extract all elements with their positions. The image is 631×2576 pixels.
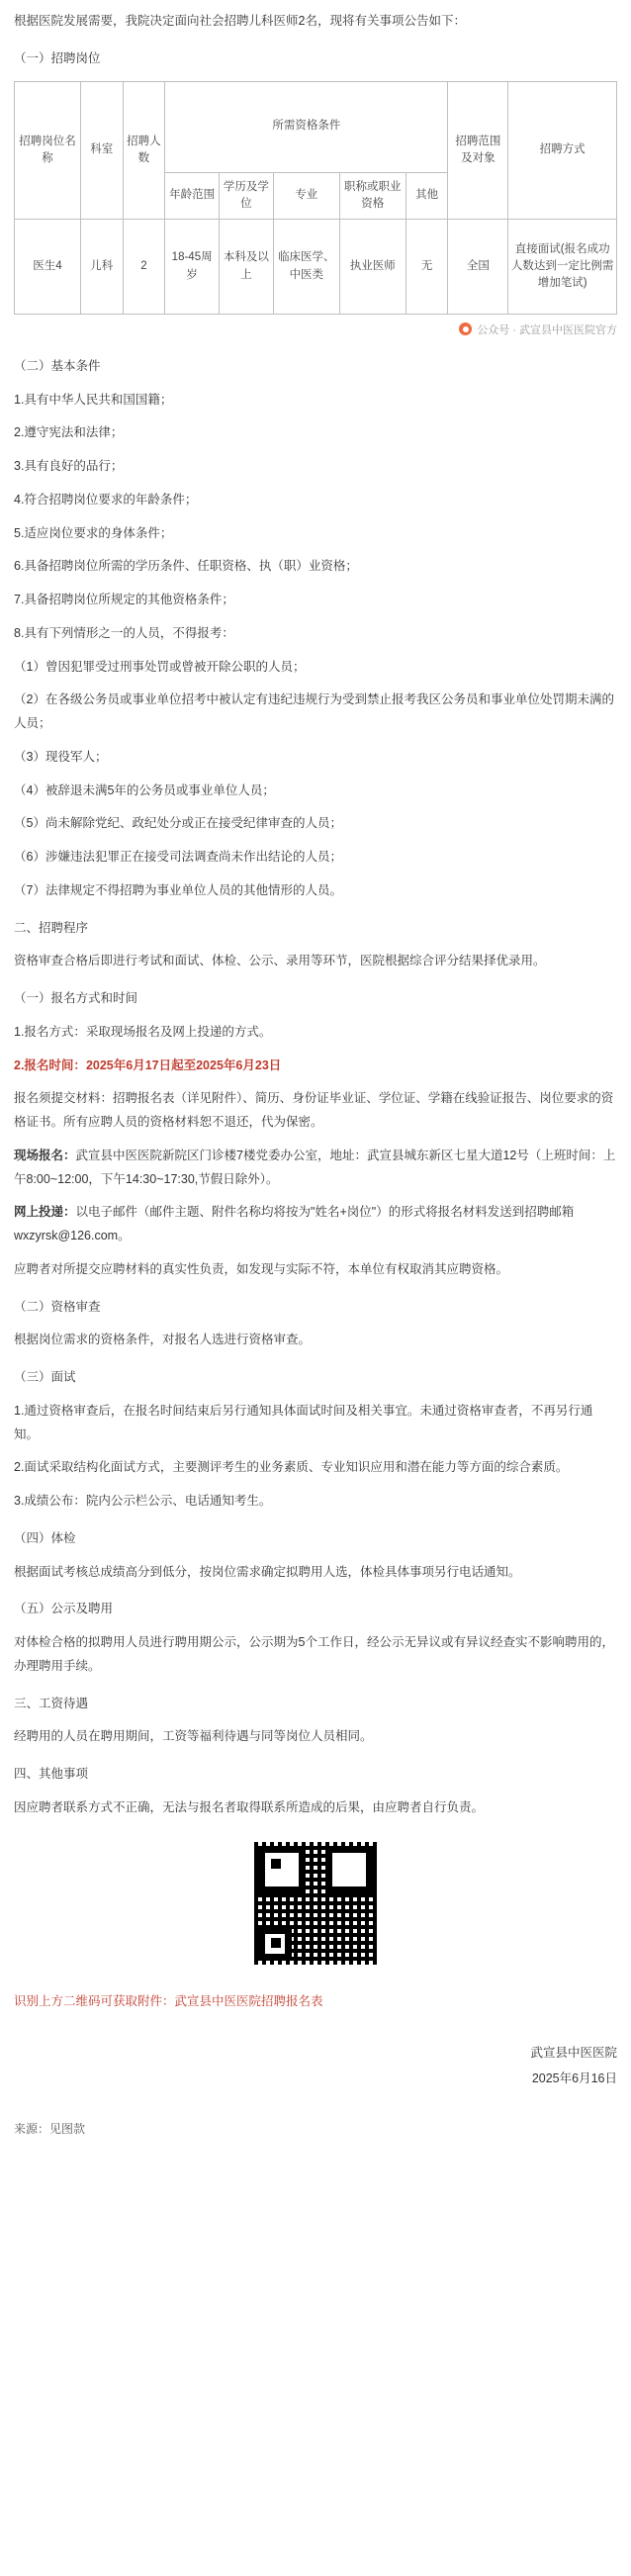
th-major: 专业 bbox=[273, 172, 339, 220]
cell-other: 无 bbox=[406, 220, 448, 315]
account-avatar-icon bbox=[459, 322, 472, 335]
list-item: （1）曾因犯罪受过刑事处罚或曾被开除公职的人员； bbox=[14, 659, 306, 674]
list-item: （6）涉嫌违法犯罪正在接受司法调查尚未作出结论的人员； bbox=[14, 850, 342, 865]
th-certificate: 职称或职业资格 bbox=[339, 172, 406, 220]
table-header-row bbox=[15, 81, 617, 172]
signature-org: 武宣县中医医院 bbox=[530, 2046, 617, 2061]
medical-text: 根据面试考核总成绩高分到低分，按岗位需求确定拟聘用人选，体检具体事项另行电话通知。 bbox=[14, 1564, 521, 1579]
section-salary-title: 三、工资待遇 bbox=[14, 1696, 89, 1710]
qr-core-tl bbox=[271, 1859, 281, 1869]
cell-major: 临床医学、中医类 bbox=[273, 220, 339, 315]
cell-age: 18-45周岁 bbox=[165, 220, 220, 315]
th-education: 学历及学位 bbox=[220, 172, 274, 220]
th-method: 招聘方式 bbox=[508, 81, 617, 220]
salary-text: 经聘用的人员在聘用期间，工资等福利待遇与同等岗位人员相同。 bbox=[14, 1729, 373, 1744]
onsite-label: 现场报名： bbox=[14, 1148, 76, 1162]
interview-item: 2.面试采取结构化面试方式，主要测评考生的业务素质、专业知识应用和潜在能力等方面的综合素质。 bbox=[14, 1460, 569, 1475]
publicity-text: 对体检合格的拟聘用人员进行聘用期公示，公示期为5个工作日，经公示无异议或有异议经查实不影响聘用的，办理聘用手续。 bbox=[14, 1635, 614, 1673]
list-item: （3）现役军人； bbox=[14, 749, 108, 764]
list-item: 6.具备招聘岗位所需的学历条件、任职资格、执（职）业资格； bbox=[14, 559, 358, 574]
online-label: 网上投递： bbox=[14, 1205, 76, 1220]
application-time-value: 2025年6月17日起至2025年6月23日 bbox=[85, 1058, 282, 1072]
other-text: 因应聘者联系方式不正确，无法与报名者取得联系所造成的后果，由应聘者自行负责。 bbox=[14, 1799, 485, 1814]
subsection-review-title: （二）资格审查 bbox=[14, 1299, 101, 1314]
list-item: 2.遵守宪法和法律； bbox=[14, 425, 124, 440]
list-item: 8.具有下列情形之一的人员，不得报考： bbox=[14, 625, 234, 640]
list-item: （4）被辞退未满5年的公务员或事业单位人员； bbox=[14, 782, 275, 797]
recruitment-table bbox=[14, 81, 617, 316]
list-item: 1.具有中华人民共和国国籍； bbox=[14, 392, 173, 407]
th-other: 其他 bbox=[406, 172, 448, 220]
qr-core-tr bbox=[350, 1859, 360, 1869]
cell-method: 直接面试(报名成功人数达到一定比例需增加笔试) bbox=[508, 220, 617, 315]
application-materials: 报名须提交材料：招聘报名表（详见附件）、简历、身份证毕业证、学位证、学籍在线验证报告、岗位要求的资格证书。所有应聘人员的资格材料恕不退还，代为保密。 bbox=[14, 1091, 614, 1130]
procedure-intro: 资格审查合格后即进行考试和面试、体检、公示、录用等环节，医院根据综合评分结果择优录用。 bbox=[14, 954, 546, 968]
section-other-title: 四、其他事项 bbox=[14, 1767, 89, 1782]
application-time-label: 2.报名时间： bbox=[14, 1058, 86, 1072]
list-item: （7）法律规定不得招聘为事业单位人员的其他情形的人员。 bbox=[14, 882, 342, 897]
th-dept: 科室 bbox=[80, 81, 123, 220]
subsection-application-title: （一）报名方式和时间 bbox=[14, 991, 138, 1006]
qr-code-container bbox=[14, 1838, 617, 1978]
section-basic-conditions-title: （二）基本条件 bbox=[14, 358, 101, 373]
subsection-publicity-title: （五）公示及聘用 bbox=[14, 1602, 114, 1616]
cell-education: 本科及以上 bbox=[220, 220, 274, 315]
watermark-text: 公众号 · 武宣县中医医院官方 bbox=[477, 324, 617, 336]
subsection-medical-title: （四）体检 bbox=[14, 1530, 76, 1545]
list-item: 3.具有良好的品行； bbox=[14, 459, 124, 474]
review-text: 根据岗位需求的资格条件，对报名人选进行资格审查。 bbox=[14, 1333, 312, 1347]
signature-block bbox=[14, 2040, 617, 2092]
online-text: 以电子邮件（邮件主题、附件名称均将按为"姓名+岗位"）的形式将报名材料发送到招聘邮箱wxzyrsk@126.com。 bbox=[14, 1205, 575, 1243]
onsite-application bbox=[14, 1145, 617, 1192]
application-method: 1.报名方式：采取现场报名及网上投递的方式。 bbox=[14, 1024, 272, 1039]
cell-dept: 儿科 bbox=[80, 220, 123, 315]
signature-date: 2025年6月16日 bbox=[531, 2071, 617, 2086]
attachment-note: 识别上方二维码可获取附件：武宣县中医医院招聘报名表 bbox=[14, 1994, 323, 2009]
intro-paragraph: 根据医院发展需要，我院决定面向社会招聘儿科医师2名，现将有关事项公告如下： bbox=[14, 14, 466, 28]
th-qualifications: 所需资格条件 bbox=[165, 81, 448, 172]
th-post: 招聘岗位名称 bbox=[15, 81, 81, 220]
cell-certificate: 执业医师 bbox=[339, 220, 406, 315]
th-age: 年龄范围 bbox=[165, 172, 220, 220]
section-procedure-title: 二、招聘程序 bbox=[14, 920, 89, 935]
th-scope: 招聘范围及对象 bbox=[448, 81, 508, 220]
list-item: 5.适应岗位要求的身体条件； bbox=[14, 525, 173, 540]
online-application bbox=[14, 1201, 617, 1248]
source-note: 来源：见图款 bbox=[14, 2121, 86, 2136]
cell-post: 医生4 bbox=[15, 220, 81, 315]
list-item: （5）尚未解除党纪、政纪处分或正在接受纪律审查的人员； bbox=[14, 816, 342, 831]
onsite-text: 武宣县中医医院新院区门诊楼7楼党委办公室，地址：武宣县城东新区七星大道12号（上班时间：上午8:00~12:00，下午14:30~17:30,节假日除外）。 bbox=[14, 1148, 616, 1186]
cell-scope: 全国 bbox=[448, 220, 508, 315]
interview-item: 1.通过资格审查后，在报名时间结束后另行通知具体面试时间及相关事宜。未通过资格审查者，不再另行通知。 bbox=[14, 1403, 593, 1441]
basic-conditions-list bbox=[14, 389, 617, 903]
qr-core-bl bbox=[271, 1938, 281, 1948]
th-count: 招聘人数 bbox=[123, 81, 165, 220]
watermark-account bbox=[14, 321, 617, 341]
subsection-interview-title: （三）面试 bbox=[14, 1370, 76, 1385]
interview-item: 3.成绩公布：院内公示栏公示、电话通知考生。 bbox=[14, 1494, 272, 1509]
table-row bbox=[15, 220, 617, 315]
qr-code-image bbox=[250, 1838, 381, 1969]
section-recruit-posts-title: （一）招聘岗位 bbox=[14, 50, 101, 65]
list-item: 4.符合招聘岗位要求的年龄条件； bbox=[14, 492, 198, 506]
responsibility-note: 应聘者对所提交应聘材料的真实性负责，如发现与实际不符，本单位有权取消其应聘资格。 bbox=[14, 1261, 509, 1276]
application-time bbox=[14, 1055, 617, 1078]
cell-count: 2 bbox=[123, 220, 165, 315]
list-item: （2）在各级公务员或事业单位招考中被认定有违纪违规行为受到禁止报考我区公务员和事业单位处罚期未满的人员； bbox=[14, 692, 614, 731]
list-item: 7.具备招聘岗位所规定的其他资格条件； bbox=[14, 593, 234, 607]
